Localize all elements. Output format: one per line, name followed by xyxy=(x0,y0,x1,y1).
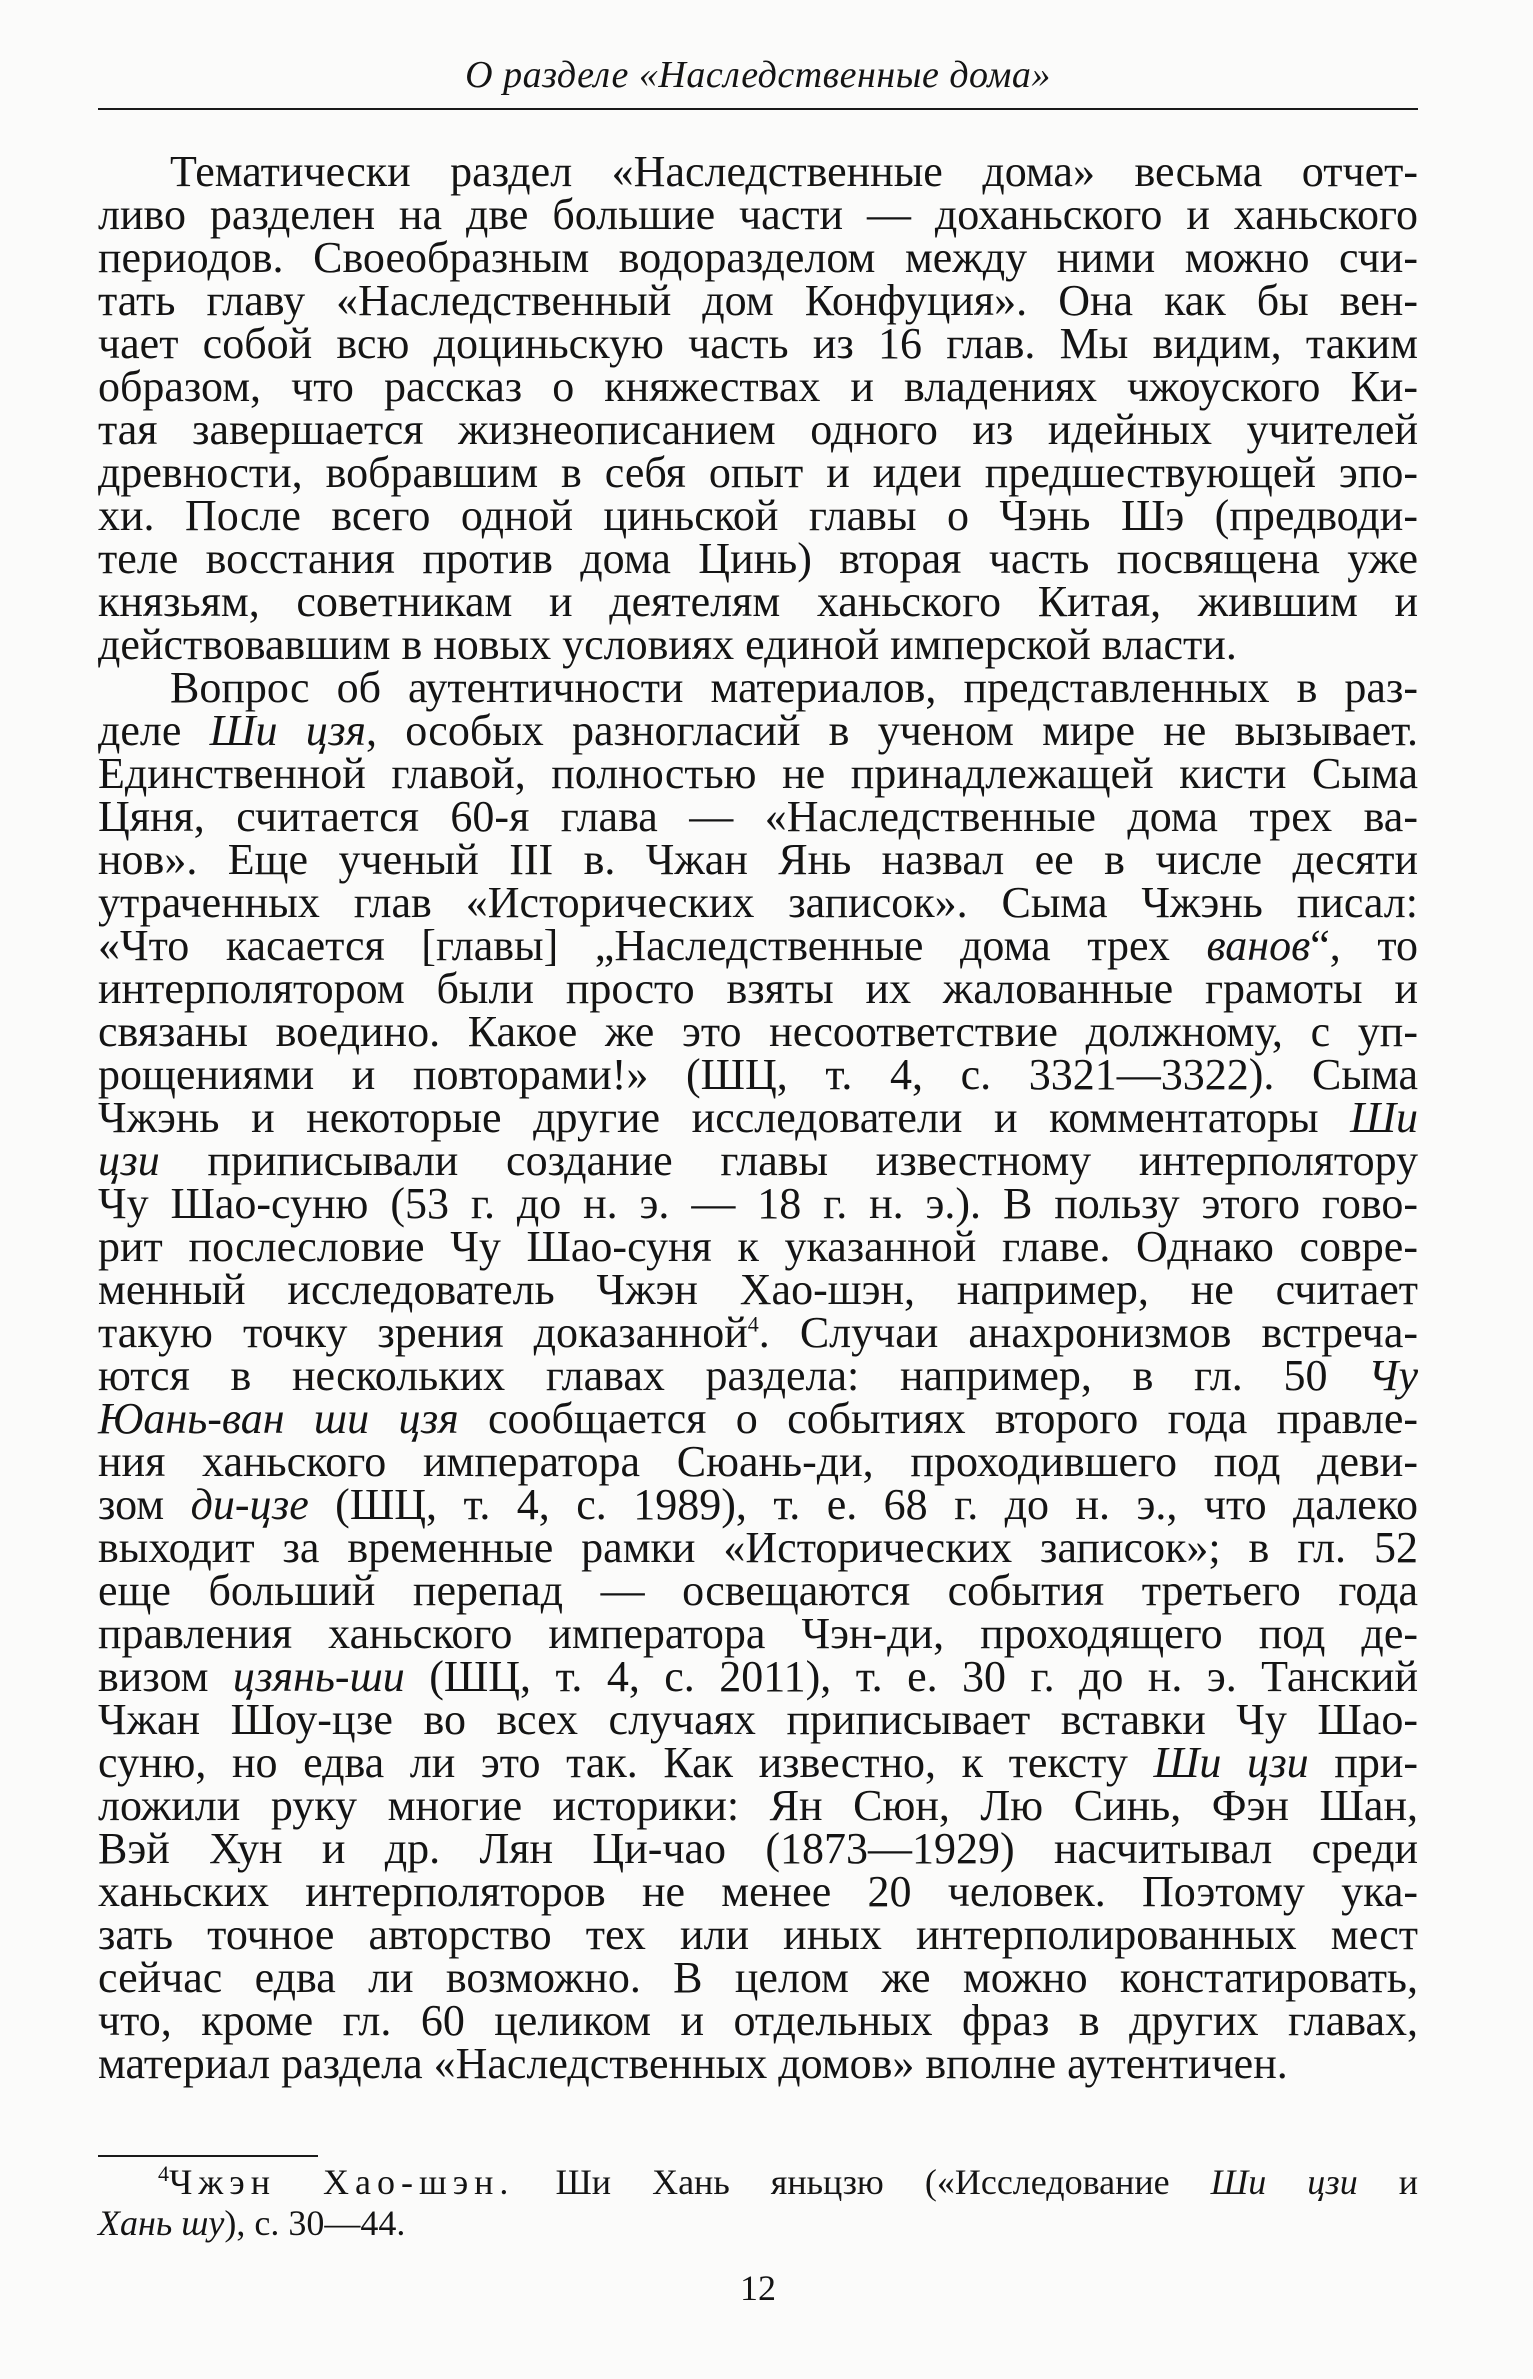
text-line xyxy=(98,1308,1418,1357)
text-line xyxy=(98,835,1418,884)
text-run: зать точное авторство тех или иных интерполированных мест xyxy=(98,1910,1418,1959)
text-line xyxy=(98,964,1418,1013)
text-run: ния ханьского императора Сюань-ди, проходившего под деви- xyxy=(98,1437,1418,1486)
text-run: менный исследователь Чжэн Хао-шэн, например, не считает xyxy=(98,1265,1418,1314)
text-line xyxy=(98,749,1418,798)
text-run: , особых разногласий в ученом мире не вызывает. xyxy=(365,706,1419,755)
text-run: Вэй Хун и др. Лян Ци-чао (1873—1929) насчитывал среди xyxy=(98,1824,1418,1873)
text-line xyxy=(98,448,1418,497)
text-line xyxy=(98,276,1418,325)
text-line xyxy=(98,1867,1418,1916)
header-rule xyxy=(98,108,1418,110)
text-line xyxy=(98,878,1418,927)
text-line xyxy=(98,1996,1418,2045)
text-run: материал раздела «Наследственных домов» вполне аутентичен. xyxy=(98,2039,1288,2088)
text-run: сейчас едва ли возможно. В целом же можно констатировать, xyxy=(98,1953,1418,2002)
text-run: ложили руку многие историки: Ян Сюн, Лю Синь, Фэн Шан, xyxy=(98,1781,1418,1830)
text-line xyxy=(98,362,1418,411)
italic-term: ди-цзе xyxy=(190,1480,309,1529)
text-line xyxy=(98,620,1418,669)
text-run: Чу Шао-суню (53 г. до н. э. — 18 г. н. э.). В пользу этого гово- xyxy=(98,1179,1418,1228)
footnote-pages: ), с. 30—44. xyxy=(224,2203,406,2243)
text-line xyxy=(98,1781,1418,1830)
text-run: (ШЦ, т. 4, с. 1989), т. е. 68 г. до н. э., что далеко xyxy=(308,1480,1418,1529)
text-line xyxy=(98,792,1418,841)
text-line xyxy=(98,319,1418,368)
text-run: теле восстания против дома Цинь) вторая часть посвящена уже xyxy=(98,534,1418,583)
text-run: суню, но едва ли это так. Как известно, к тексту xyxy=(98,1738,1154,1787)
text-run: визом xyxy=(98,1652,233,1701)
italic-term: ванов xyxy=(1206,921,1311,970)
text-run: Единственной главой, полностью не принадлежащей кисти Сыма xyxy=(98,749,1418,798)
paragraph-2 xyxy=(98,663,1419,2088)
text-run: интерполятором были просто взяты их жалованные грамоты и xyxy=(98,964,1418,1013)
italic-term: Юань-ван ши цзя xyxy=(98,1394,459,1443)
text-line xyxy=(98,1437,1418,1486)
text-run: рит послесловие Чу Шао-суня к указанной главе. Однако совре- xyxy=(98,1222,1418,1271)
footnote-conjunction: и xyxy=(1357,2162,1419,2202)
italic-term: Чу xyxy=(1368,1351,1418,1400)
text-run: Вопрос об аутентичности материалов, представленных в раз- xyxy=(170,663,1418,712)
footnote-author: Чжэн Хао-шэн. xyxy=(169,2162,515,2202)
text-line xyxy=(98,190,1418,239)
text-line xyxy=(98,1609,1418,1658)
text-line xyxy=(98,1179,1418,1228)
text-run: ханьских интерполяторов не менее 20 человек. Поэтому ука- xyxy=(98,1867,1418,1916)
footnote xyxy=(98,2162,1418,2244)
text-run: “, то xyxy=(1310,921,1418,970)
footnote-title: Ши Хань яньцзю («Исследование xyxy=(514,2162,1211,2202)
text-line xyxy=(98,1222,1418,1271)
text-run: рощениями и повторами!» (ШЦ, т. 4, с. 3321—3322). Сыма xyxy=(98,1050,1418,1099)
text-run: периодов. Своеобразным водоразделом между ними можно счи- xyxy=(98,233,1418,282)
page-number: 12 xyxy=(740,2268,776,2308)
text-run: утраченных глав «Исторических записок». Сыма Чжэнь писал: xyxy=(98,878,1418,927)
footnote-reference: 4 xyxy=(747,1311,759,1337)
text-line xyxy=(98,1910,1418,1959)
text-run: Чжан Шоу-цзе во всех случаях приписывает вставки Чу Шао- xyxy=(98,1695,1418,1744)
text-run: князьям, советникам и деятелям ханьского Китая, жившим и xyxy=(98,577,1418,626)
text-run: тать главу «Наследственный дом Конфуция». Она как бы вен- xyxy=(98,276,1418,325)
text-run: правления ханьского императора Чэн-ди, проходящего под де- xyxy=(98,1609,1418,1658)
text-line xyxy=(98,1394,1419,1443)
text-run: чает собой всю доциньскую часть из 16 глав. Мы видим, таким xyxy=(98,319,1418,368)
text-run: такую точку зрения доказанной xyxy=(98,1308,748,1357)
text-run: выходит за временные рамки «Исторических записок»; в гл. 52 xyxy=(98,1523,1418,1572)
text-line xyxy=(98,663,1418,712)
italic-term: цзянь-ши xyxy=(232,1652,405,1701)
text-run: Тематически раздел «Наследственные дома» весьма отчет- xyxy=(170,147,1418,196)
text-line xyxy=(98,577,1418,626)
text-line xyxy=(98,1050,1418,1099)
text-line xyxy=(98,1953,1418,2002)
text-line xyxy=(98,1738,1419,1787)
text-run: . Случаи анахронизмов встреча- xyxy=(758,1308,1418,1357)
italic-term: Ши цзи xyxy=(1153,1738,1309,1787)
text-run: деле xyxy=(98,706,210,755)
footnote-line xyxy=(98,2162,1418,2203)
text-line xyxy=(98,706,1419,755)
text-run: нов». Еще ученый III в. Чжан Янь назвал ее в числе десяти xyxy=(98,835,1418,884)
footnote-work-title-2: Хань шу xyxy=(98,2203,225,2243)
text-run: Цяня, считается 60-я глава — «Наследственные дома трех ва- xyxy=(98,792,1418,841)
text-run: приписывали создание главы известному интерполятору xyxy=(159,1136,1418,1185)
text-line xyxy=(98,1824,1418,1873)
text-run: хи. После всего одной циньской главы о Чэнь Шэ (предводи- xyxy=(98,491,1418,540)
text-line xyxy=(98,1566,1418,1615)
text-run: образом, что рассказ о княжествах и владениях чжоуского Ки- xyxy=(98,362,1418,411)
footnote-rule xyxy=(98,2155,318,2157)
text-run: при- xyxy=(1308,1738,1419,1787)
text-run: что, кроме гл. 60 целиком и отдельных фраз в других главах, xyxy=(98,1996,1418,2045)
text-run: еще больший перепад — освещаются события третьего года xyxy=(98,1566,1418,1615)
text-line xyxy=(98,147,1418,196)
text-run: ются в нескольких главах раздела: например, в гл. 50 xyxy=(98,1351,1369,1400)
text-run: ливо разделен на две большие части — доханьского и ханьского xyxy=(98,190,1418,239)
footnote-work-title: Ши цзи xyxy=(1210,2162,1358,2202)
text-line xyxy=(98,405,1418,454)
text-line xyxy=(98,921,1418,970)
text-line xyxy=(98,1007,1418,1056)
running-header: О разделе «Наследственные дома» xyxy=(465,54,1051,96)
text-line xyxy=(98,1652,1419,1701)
text-line xyxy=(98,1480,1418,1529)
text-run: (ШЦ, т. 4, с. 2011), т. е. 30 г. до н. э. Танский xyxy=(404,1652,1419,1701)
text-run: зом xyxy=(98,1480,191,1529)
text-line xyxy=(98,2039,1418,2088)
text-line xyxy=(98,1265,1418,1314)
text-line xyxy=(98,534,1418,583)
italic-term: Ши xyxy=(1350,1093,1418,1142)
text-line xyxy=(98,491,1418,540)
text-run: древности, вобравшим в себя опыт и идеи предшествующей эпо- xyxy=(98,448,1418,497)
text-line xyxy=(98,1695,1418,1744)
text-run: действовавшим в новых условиях единой имперской власти. xyxy=(98,620,1237,669)
text-run: Чжэнь и некоторые другие исследователи и комментаторы xyxy=(98,1093,1351,1142)
text-line xyxy=(98,233,1418,282)
text-run: тая завершается жизнеописанием одного из идейных учителей xyxy=(98,405,1418,454)
italic-term: Ши цзя xyxy=(209,706,366,755)
text-line xyxy=(98,1351,1418,1400)
body-text xyxy=(98,147,1419,2088)
footnote-line xyxy=(98,2203,1418,2244)
text-line xyxy=(98,1093,1418,1142)
footnote-marker: 4 xyxy=(158,2161,169,2186)
text-line xyxy=(98,1523,1418,1572)
paragraph-1 xyxy=(98,147,1418,669)
italic-term: цзи xyxy=(98,1136,160,1185)
text-line xyxy=(98,1136,1418,1185)
text-run: сообщается о событиях второго года правле- xyxy=(458,1394,1419,1443)
text-run: «Что касается [главы] „Наследственные дома трех xyxy=(98,921,1207,970)
text-run: связаны воедино. Какое же это несоответствие должному, с уп- xyxy=(98,1007,1418,1056)
